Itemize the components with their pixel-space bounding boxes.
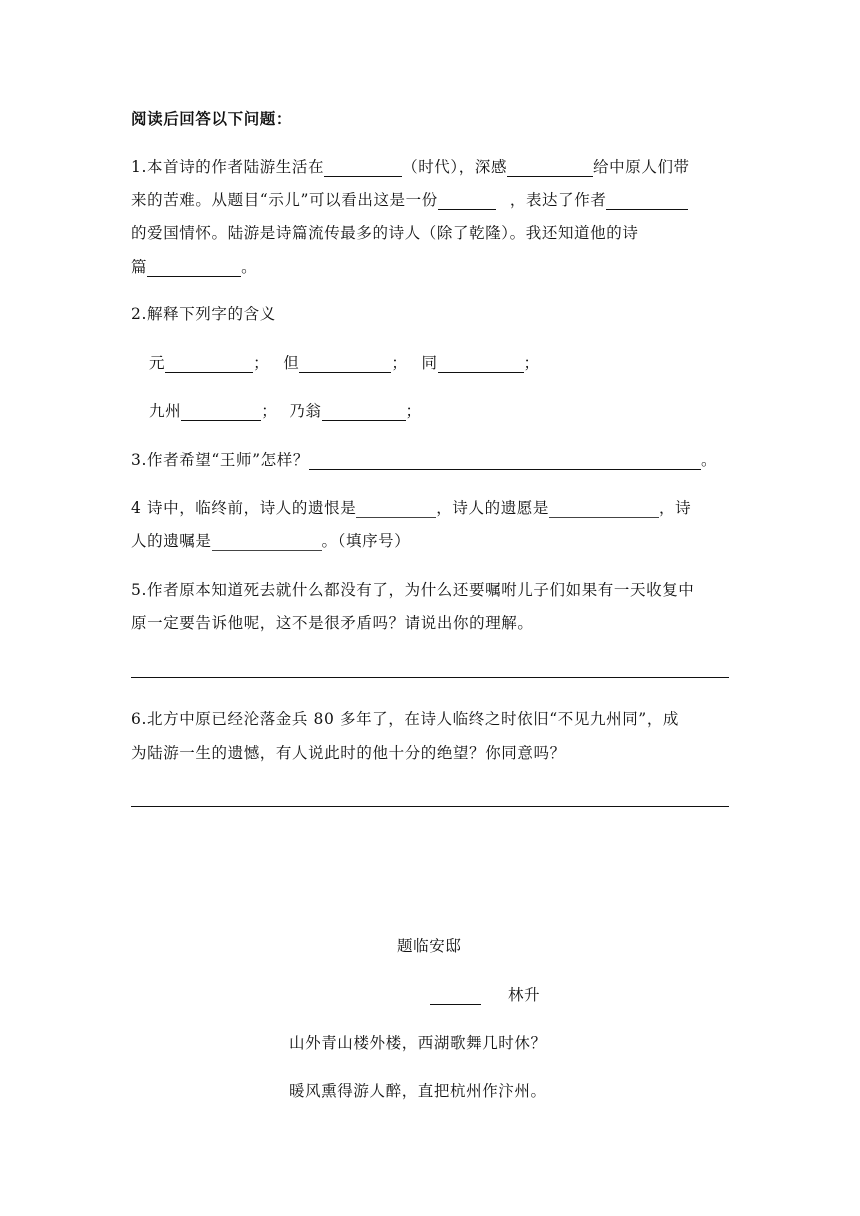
poem-line-2: 暖风熏得游人醉，直把杭州作汴州。 (289, 1082, 547, 1100)
q2-sep: ； (391, 354, 408, 372)
q2-word: 乃翁 (289, 402, 322, 420)
q4-blank-wish[interactable] (549, 502, 659, 519)
q6-line-1: 6.北方中原已经沦落金兵 80 多年了，在诗人临终之时依旧“不见九州同”，成 (131, 710, 680, 728)
q2-row-2 (149, 399, 422, 421)
q5-line-1: 5.作者原本知道死去就什么都没有了，为什么还要嘱咐儿子们如果有一天收复中 (131, 581, 695, 599)
poem-line-1: 山外青山楼外楼，西湖歌舞几时休？ (289, 1034, 547, 1052)
q1-text: 篇 (131, 258, 148, 276)
q1-blank-feeling[interactable] (507, 160, 593, 177)
q2-title: 2.解释下列字的含义 (131, 305, 276, 323)
q2-blank-4[interactable] (181, 404, 261, 421)
q2-blank-2[interactable] (299, 356, 391, 373)
q1-blank-author[interactable] (606, 193, 688, 210)
q1-text: ，表达了作者 (509, 191, 607, 209)
poem-dynasty-blank[interactable] (430, 988, 481, 1005)
q3-blank[interactable] (309, 453, 701, 470)
q1-line-2 (131, 188, 688, 210)
q1-blank-type[interactable] (438, 193, 496, 210)
q2-sep: ； (405, 402, 422, 420)
q1-text: 来的苦难。从题目“示儿”可以看出这是一份 (131, 191, 438, 209)
q6-line-2: 为陆游一生的遗憾，有人说此时的他十分的绝望？你同意吗？ (131, 744, 566, 762)
q4-blank-regret[interactable] (356, 502, 436, 519)
q4-line-2 (131, 529, 410, 551)
q3-end: 。 (700, 451, 718, 469)
q1-line-3: 的爱国情怀。陆游是诗篇流传最多的诗人（除了乾隆）。我还知道他的诗 (131, 224, 639, 242)
q1-text: 给中原人们带 (593, 158, 690, 176)
poem-byline (430, 983, 540, 1005)
q5-answer-line[interactable] (131, 677, 729, 678)
q4-text: 人的遗嘱是 (131, 532, 212, 550)
q2-sep: ； (261, 402, 278, 420)
q1-text: 1.本首诗的作者陆游生活在 (131, 158, 325, 176)
q2-blank-1[interactable] (165, 356, 253, 373)
q1-text: （时代），深感 (402, 158, 508, 176)
q1-line-4 (131, 255, 257, 277)
q2-blank-5[interactable] (322, 404, 406, 421)
q1-blank-era[interactable] (324, 160, 402, 177)
q2-word: 同 (421, 354, 438, 372)
q4-blank-will[interactable] (212, 535, 322, 552)
q3-text: 3.作者希望“王师”怎样？ (131, 451, 309, 469)
q4-line-1 (131, 496, 691, 518)
section-heading: 阅读后回答以下问题： (131, 109, 293, 128)
q3-line (131, 448, 717, 470)
q4-text: 。（填序号） (321, 532, 411, 550)
poem-author: 林升 (508, 986, 541, 1004)
q1-blank-poems[interactable] (147, 260, 241, 277)
q2-word: 但 (283, 354, 300, 372)
q2-word: 元 (149, 354, 166, 372)
q2-blank-3[interactable] (438, 356, 524, 373)
poem-title: 题临安邸 (397, 937, 462, 955)
q2-sep: ； (253, 354, 270, 372)
q2-sep: ； (523, 354, 540, 372)
q5-line-2: 原一定要告诉他呢，这不是很矛盾吗？请说出你的理解。 (131, 614, 534, 632)
q4-text: 4 诗中，临终前，诗人的遗恨是 (131, 499, 357, 517)
q4-text: ，诗 (659, 499, 692, 517)
q1-text: 。 (241, 258, 258, 276)
q2-row-1 (149, 351, 540, 373)
q2-word: 九州 (149, 402, 182, 420)
q1-line-1 (131, 155, 690, 177)
q4-text: ，诗人的遗愿是 (436, 499, 549, 517)
q6-answer-line[interactable] (131, 806, 729, 807)
